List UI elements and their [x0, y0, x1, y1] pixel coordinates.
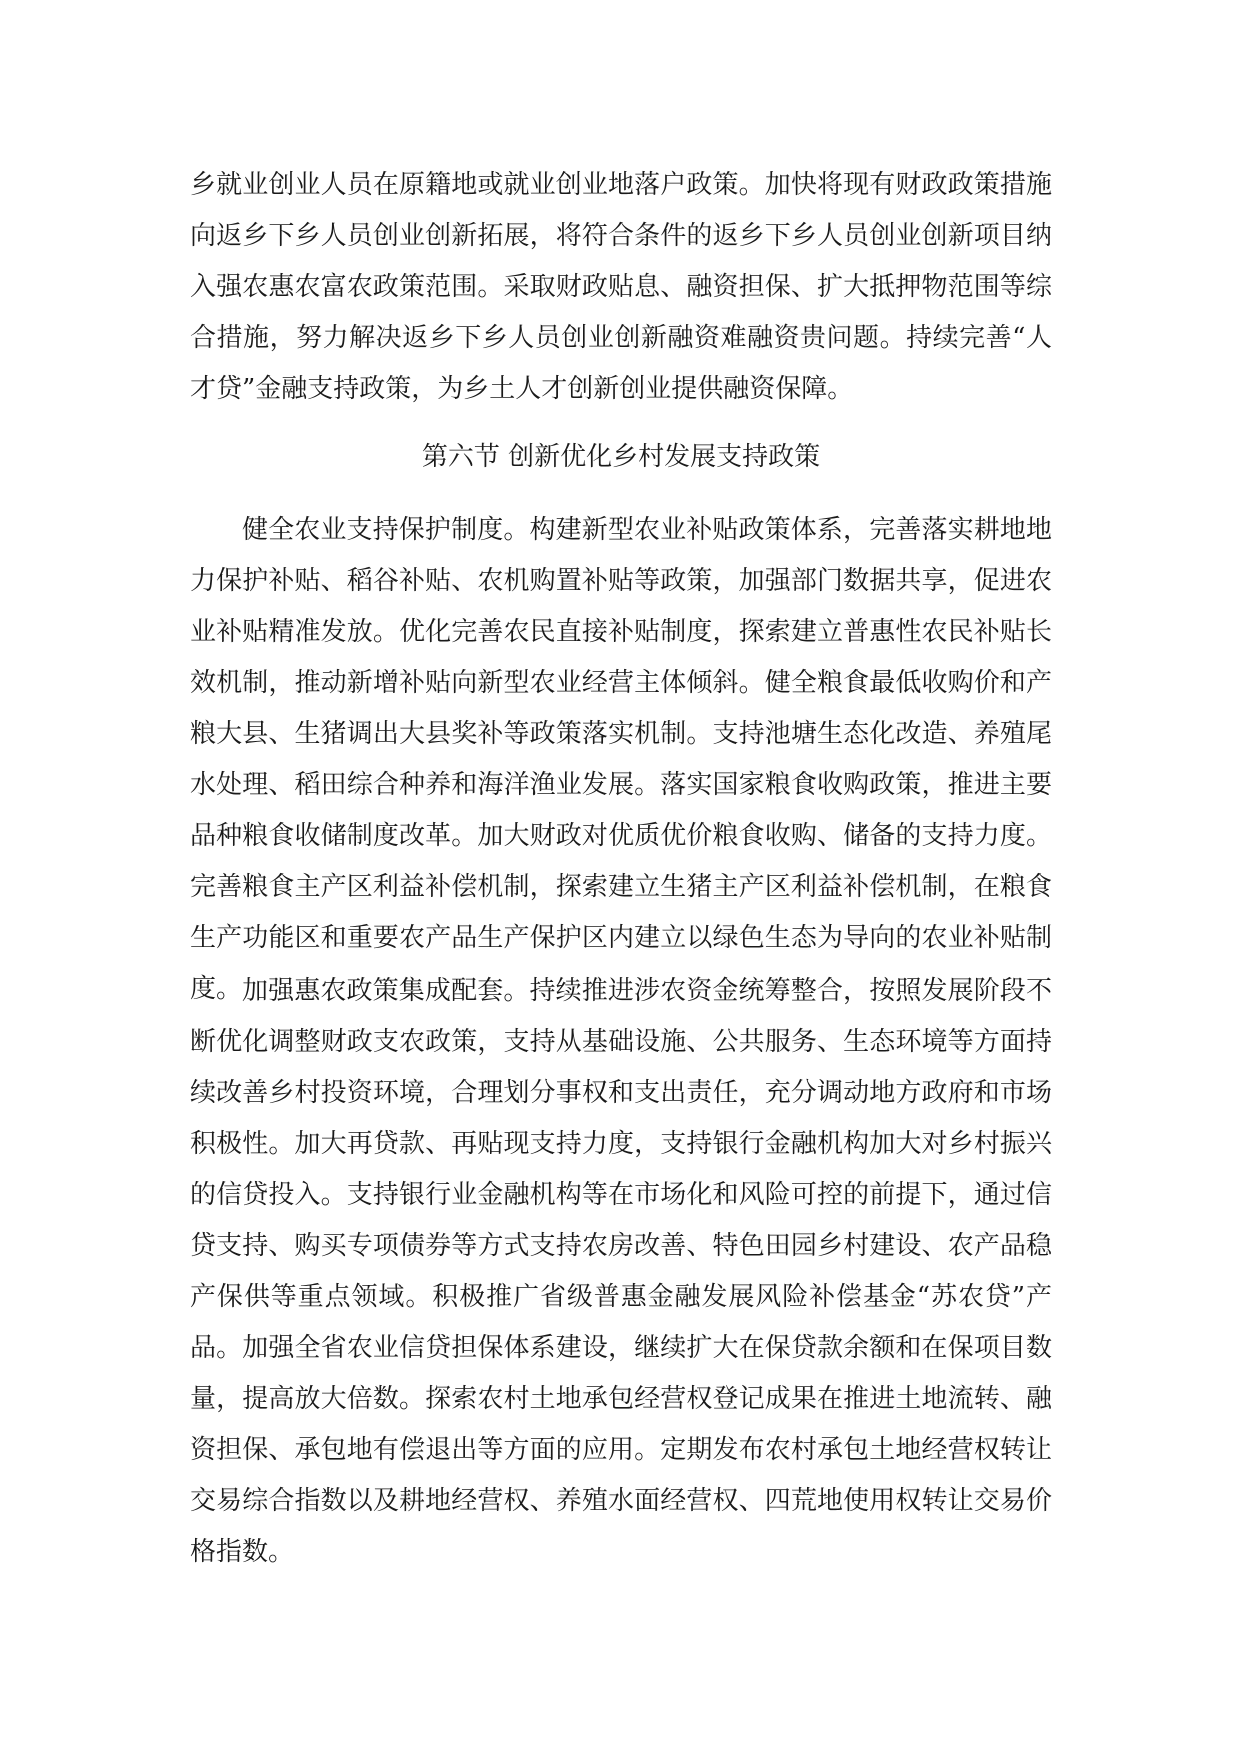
paragraph-continued: 乡就业创业人员在原籍地或就业创业地落户政策。加快将现有财政政策措施向返乡下乡人员创业创新拓展，将符合条件的返乡下乡人员创业创新项目纳入强农惠农富农政策范围。采取财政贴息、融资担保、扩大抵押物范围等综合措施，努力解决返乡下乡人员创业创新融资难融资贵问题。持续完善“人才贷”金融支持政策，为乡土人才创新创业提供融资保障。: [190, 170, 1052, 404]
paragraph-support-system: 健全农业支持保护制度。构建新型农业补贴政策体系，完善落实耕地地力保护补贴、稻谷补贴、农机购置补贴等政策，加强部门数据共享，促进农业补贴精准发放。优化完善农民直接补贴制度，探索建立普惠性农民补贴长效机制，推动新增补贴向新型农业经营主体倾斜。健全粮食最低收购价和产粮大县、生猪调出大县奖补等政策落实机制。支持池塘生态化改造、养殖尾水处理、稻田综合种养和海洋渔业发展。落实国家粮食收购政策，推进主要品种粮食收储制度改革。加大财政对优质优价粮食收购、储备的支持力度。完善粮食主产区利益补偿机制，探索建立生猪主产区利益补偿机制，在粮食生产功能区和重要农产品生产保护区内建立以绿色生态为导向的农业补贴制度。: [190, 515, 1052, 1004]
section-heading: 第六节 创新优化乡村发展支持政策: [421, 442, 821, 472]
paragraph-policy-integration: 加强惠农政策集成配套。持续推进涉农资金统筹整合，按照发展阶段不断优化调整财政支农政策，支持从基础设施、公共服务、生态环境等方面持续改善乡村投资环境，合理划分事权和支出责任，充分调动地方政府和市场积极性。加大再贷款、再贴现支持力度，支持银行金融机构加大对乡村振兴的信贷投入。支持银行业金融机构等在市场化和风险可控的前提下，通过信贷支持、购买专项债券等方式支持农房改善、特色田园乡村建设、农产品稳产保供等重点领域。积极推广省级普惠金融发展风险补偿基金“苏农贷”产品。加强全省农业信贷担保体系建设，继续扩大在保贷款余额和在保项目数量，提高放大倍数。探索农村土地承包经营权登记成果在推进土地流转、融资担保、承包地有偿退出等方面的应用。定期发布农村承包土地经营权转让交易综合指数以及耕地经营权、养殖水面经营权、四荒地使用权转让交易价格指数。: [190, 976, 1052, 1567]
